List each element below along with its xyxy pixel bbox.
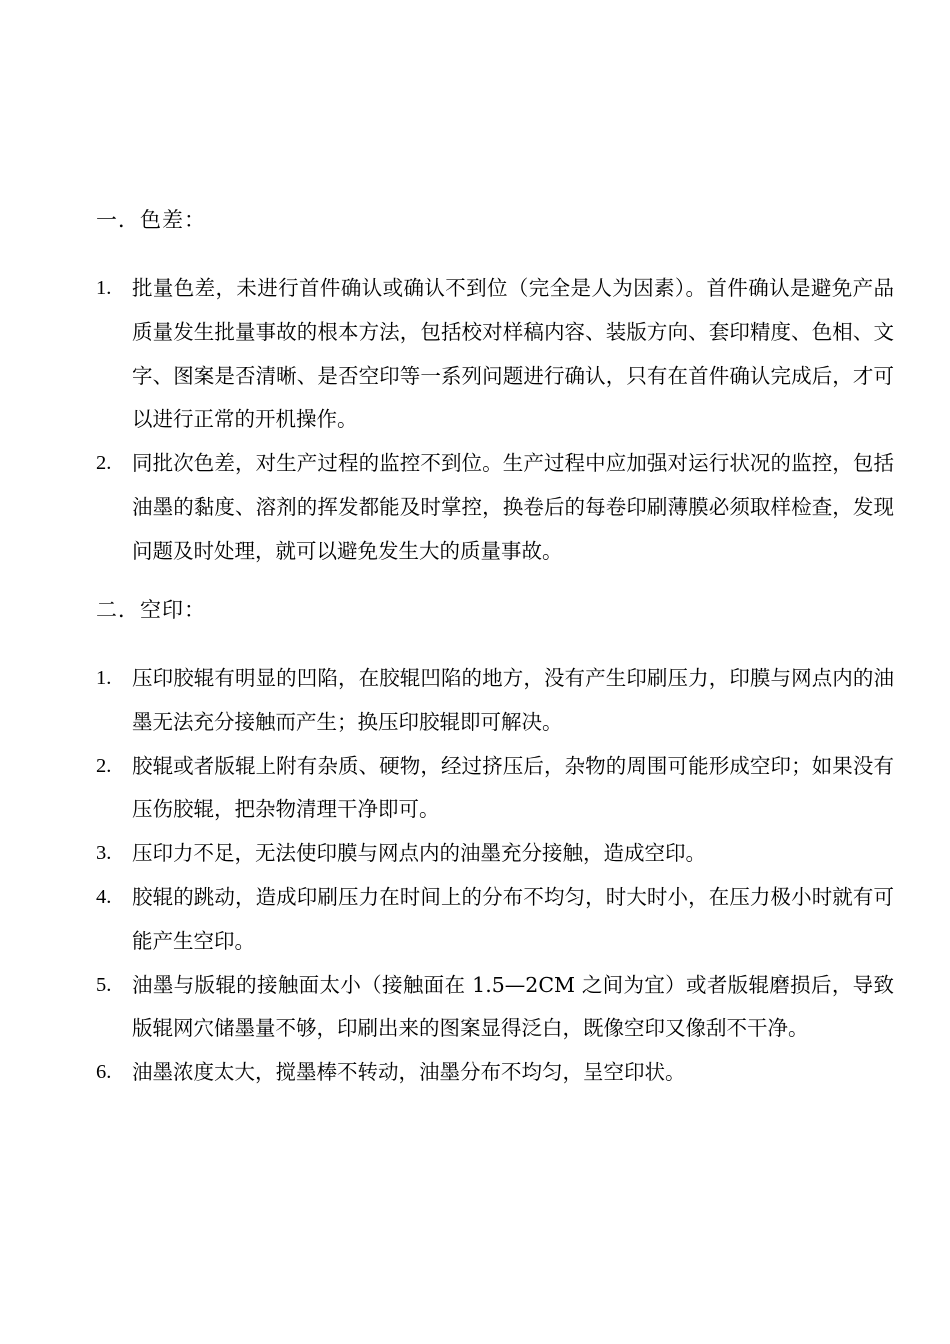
list-item: [0, 876, 950, 964]
list-item: [0, 832, 950, 876]
list-number: 6.: [96, 1061, 112, 1084]
list-item: [0, 657, 950, 745]
list-item: [0, 1051, 950, 1095]
list-item: [0, 745, 950, 833]
numbered-list: [0, 657, 950, 1095]
list-item: [0, 964, 950, 1052]
section-blank-print: [0, 590, 950, 1095]
list-number: 2.: [96, 754, 112, 777]
list-item-text: 胶辊的跳动，造成印刷压力在时间上的分布不均匀，时大时小，在压力极小时就有可能产生空印。: [132, 884, 894, 953]
list-number: 1.: [96, 667, 112, 689]
list-item-text: 压印力不足，无法使印膜与网点内的油墨充分接触，造成空印。: [132, 841, 706, 866]
list-item-text: 批量色差，未进行首件确认或确认不到位（完全是人为因素）。首件确认是避免产品质量发生批量事故的根本方法，包括校对样稿内容、装版方向、套印精度、色相、文字、图案是否清晰、是否空印等一系列问题进行确认，只有在首件确认完成后，才可以进行正常的开机操作。: [132, 276, 894, 432]
list-item: [0, 442, 950, 573]
list-item-text: 同批次色差，对生产过程的监控不到位。生产过程中应加强对运行状况的监控，包括油墨的黏度、溶剂的挥发都能及时掌控，换卷后的每卷印刷薄膜必须取样检查，发现问题及时处理，就可以避免发生大的质量事故。: [132, 451, 894, 563]
list-number: 1.: [96, 277, 112, 299]
section-heading: 二．空印：: [96, 598, 206, 622]
list-item-text: 胶辊或者版辊上附有杂质、硬物，经过挤压后，杂物的周围可能形成空印；如果没有压伤胶辊，把杂物清理干净即可。: [132, 753, 894, 822]
list-number: 4.: [96, 885, 112, 908]
list-number: 3.: [96, 842, 112, 865]
list-item-text: 油墨与版辊的接触面太小（接触面在 1.5—2CM 之间为宜）或者版辊磨损后，导致版辊网穴储墨量不够，印刷出来的图案显得泛白，既像空印又像刮不干净。: [132, 972, 894, 1041]
list-item: [0, 267, 950, 442]
list-item-text: 油墨浓度太大，搅墨棒不转动，油墨分布不均匀，呈空印状。: [132, 1060, 686, 1085]
list-number: 5.: [96, 973, 112, 996]
section-color-difference: [0, 200, 950, 574]
section-heading: 一．色差：: [96, 208, 206, 232]
list-item-text: 压印胶辊有明显的凹陷，在胶辊凹陷的地方，没有产生印刷压力，印膜与网点内的油墨无法充分接触而产生；换压印胶辊即可解决。: [132, 666, 894, 734]
numbered-list: [0, 267, 950, 574]
list-number: 2.: [96, 452, 112, 475]
